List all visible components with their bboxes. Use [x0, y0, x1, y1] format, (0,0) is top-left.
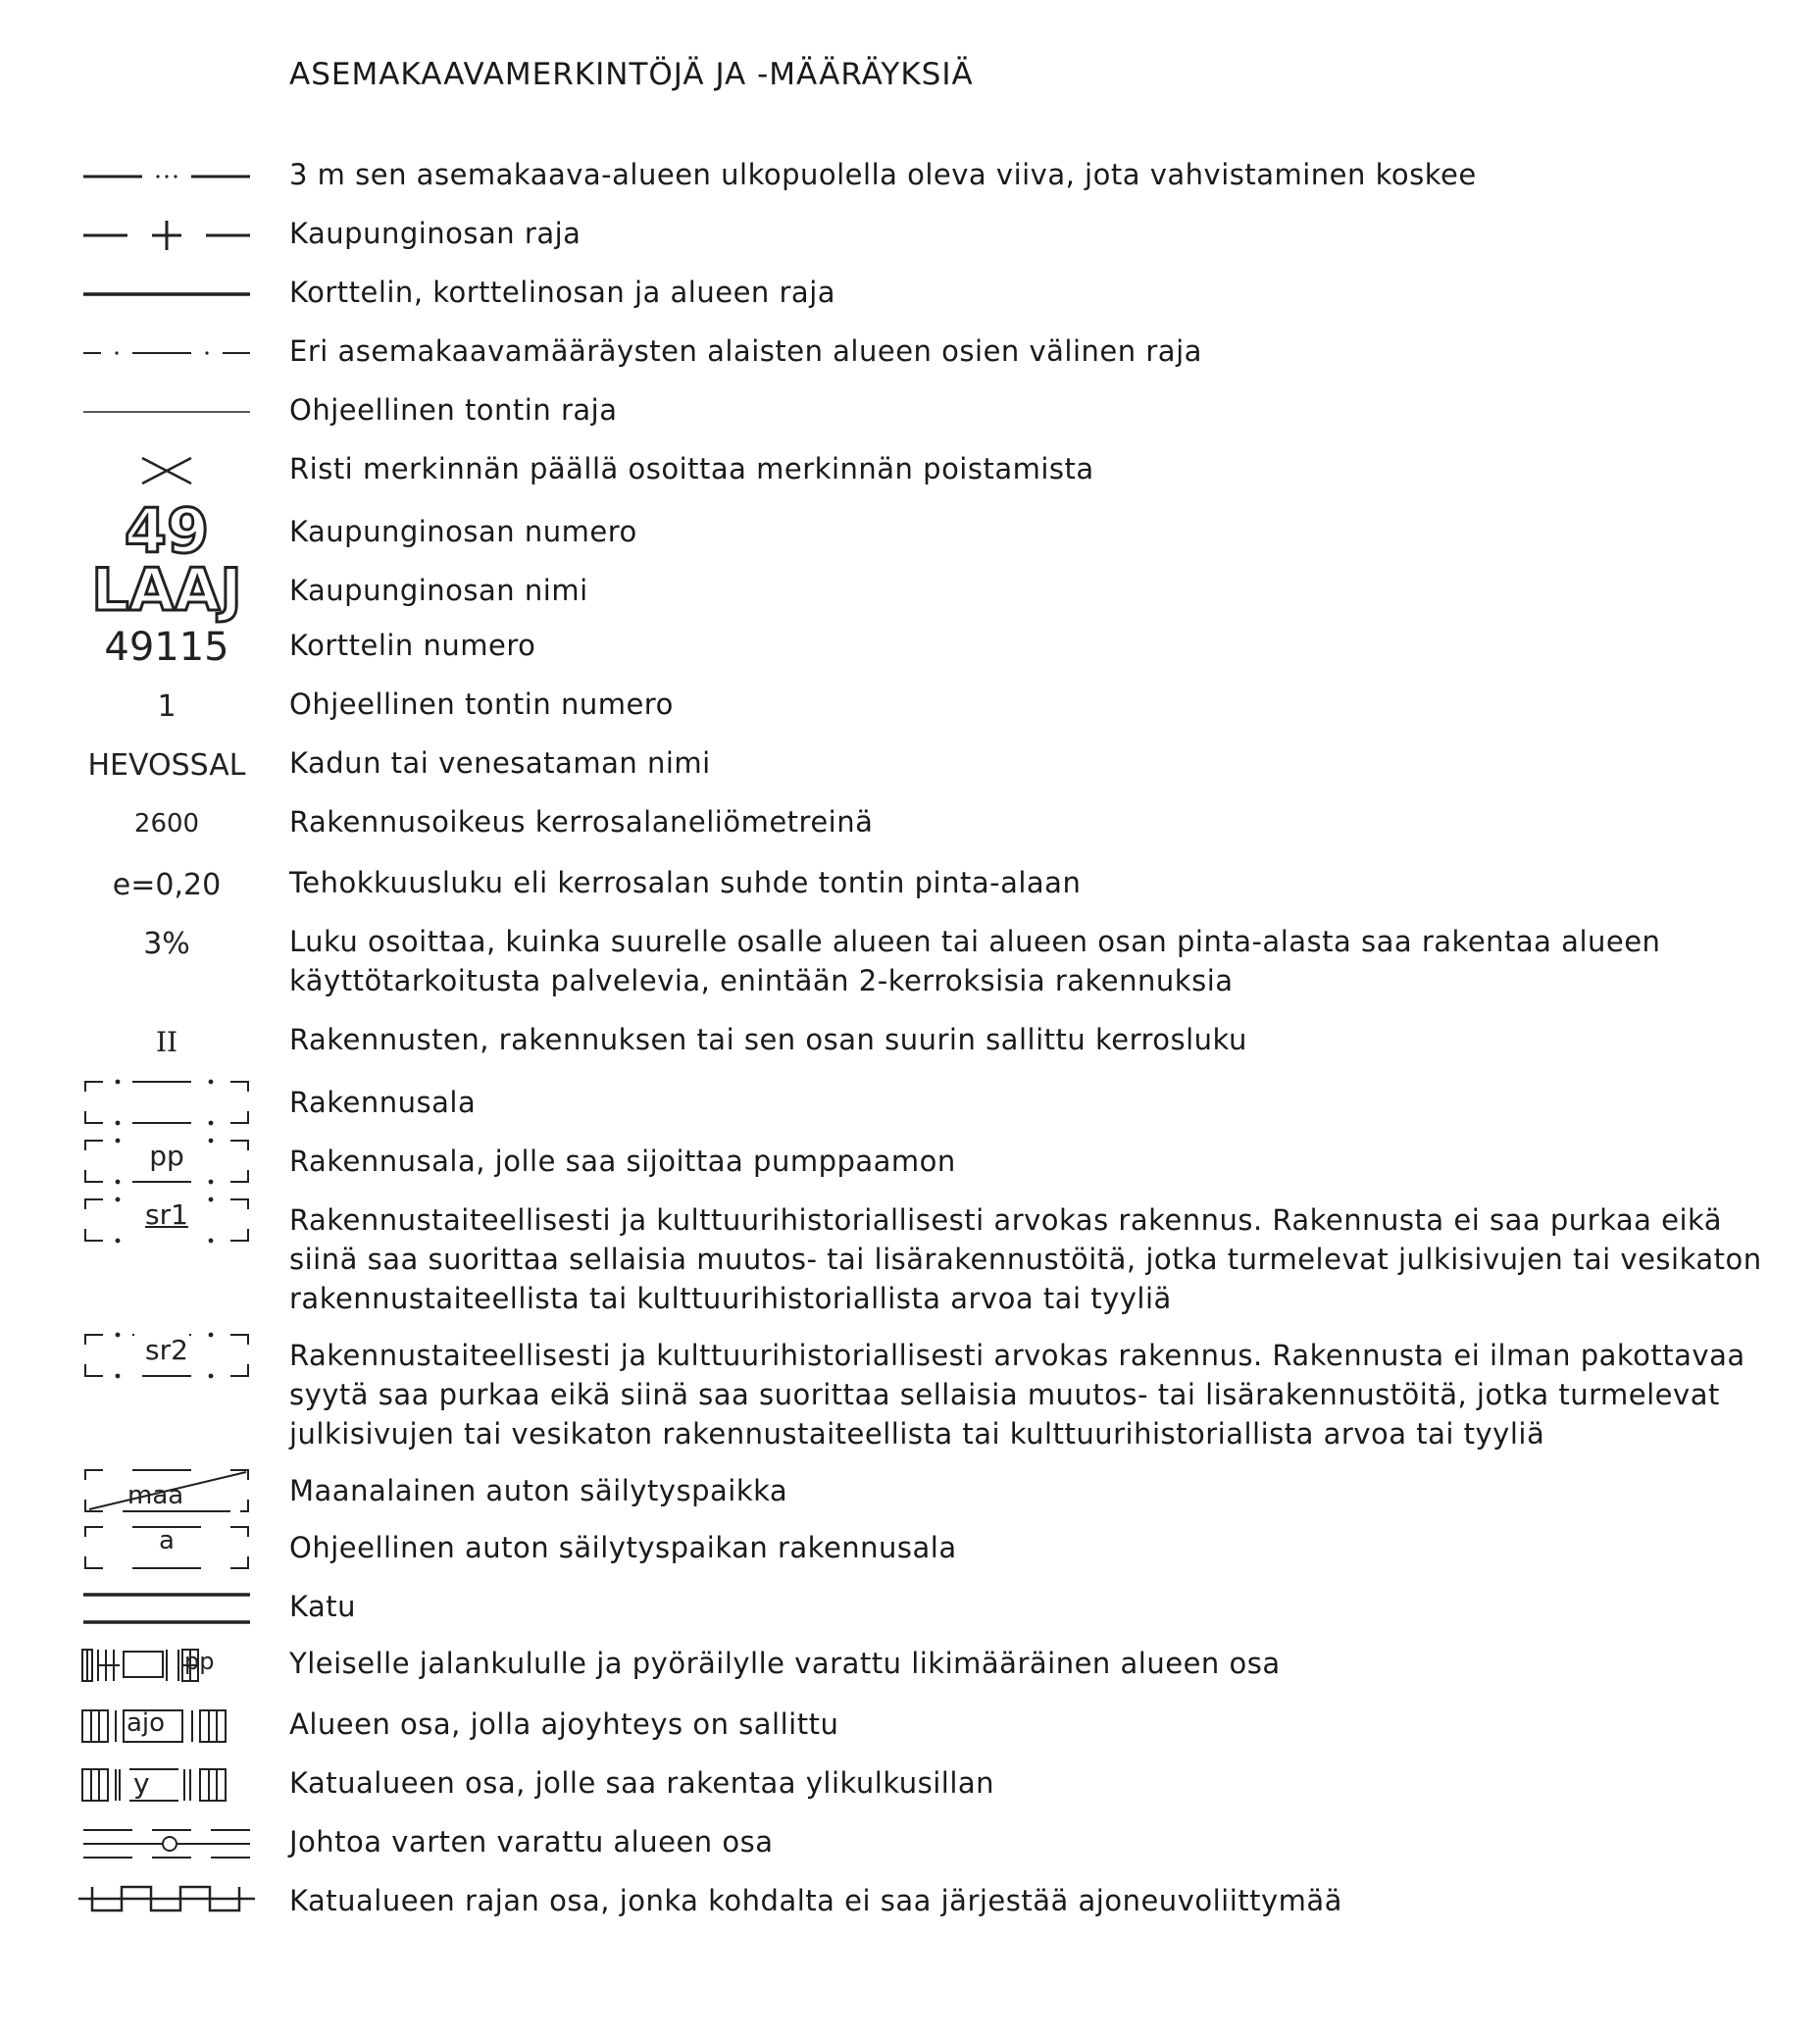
district-name-symbol: LAAJ	[91, 556, 242, 625]
floor-area-symbol: 2600	[133, 809, 200, 839]
legend-text: Rakennusala, jolle saa sijoittaa pumppaamon	[289, 1145, 956, 1178]
legend-text: Luku osoittaa, kuinka suurelle osalle alueen tai alueen osan pinta-alasta saa rakentaa alueen käyttötarkoitusta palvelevia, enintään 2-kerroksisia rakennuksia	[289, 925, 1661, 997]
line-dots-symbol	[69, 155, 265, 198]
legend-text: Korttelin numero	[289, 629, 536, 662]
driveway-zone-symbol: ajo	[69, 1705, 265, 1748]
legend-text: 3 m sen asemakaava-alueen ulkopuolella oleva viiva, jota vahvistaminen koskee	[289, 158, 1477, 191]
legend-text: Rakennustaiteellisesti ja kulttuurihistoriallisesti arvokas rakennus. Rakennusta ei saa purkaa eikä siinä saa suorittaa sellaisia muutos- tai lisärakennustöitä, jotka turmelevat julkisivujen tai vesikaton rakennustaiteellista tai kulttuurihistoriallista arvoa tai tyyliä	[289, 1203, 1762, 1315]
legend-text: Rakennusoikeus kerrosalaneliömetreinä	[289, 805, 874, 839]
overpass-zone-symbol: y	[69, 1763, 265, 1807]
legend-text: Korttelin, korttelinosan ja alueen raja	[289, 276, 836, 309]
legend-text: Katu	[289, 1590, 357, 1623]
pedestrian-zone-symbol: pp	[69, 1644, 265, 1687]
legend-text: Rakennusala	[289, 1086, 477, 1119]
legend-text: Kaupunginosan raja	[289, 217, 581, 250]
legend-text: Yleiselle jalankululle ja pyöräilylle varattu likimääräinen alueen osa	[289, 1647, 1281, 1680]
legend-text: Kadun tai venesataman nimi	[289, 746, 711, 780]
plot-number-symbol: 1	[157, 688, 177, 724]
legend-text: Risti merkinnän päällä osoittaa merkinnän poistamista	[289, 452, 1094, 485]
legend-text: Ohjeellinen tontin numero	[289, 687, 674, 721]
legend-text: Johtoa varten varattu alueen osa	[289, 1825, 774, 1859]
legend-text: Maanalainen auton säilytyspaikka	[289, 1474, 788, 1507]
district-number-symbol: 49	[124, 495, 210, 567]
efficiency-symbol: e=0,20	[112, 867, 222, 902]
legend-text: Ohjeellinen tontin raja	[289, 393, 618, 427]
street-symbol	[69, 1587, 265, 1630]
zone-border-symbol	[69, 331, 265, 375]
page-title: ASEMAKAAVAMERKINTÖJÄ JA -MÄÄRÄYKSIÄ	[289, 57, 974, 92]
pump-area-symbol: pp	[69, 1136, 265, 1187]
legend-text: Kaupunginosan numero	[289, 515, 637, 548]
legend-text: Alueen osa, jolla ajoyhteys on sallittu	[289, 1707, 839, 1741]
legend-text: Katualueen osa, jolle saa rakentaa ylikulkusillan	[289, 1766, 995, 1800]
legend-text: Ohjeellinen auton säilytyspaikan rakennusala	[289, 1531, 957, 1564]
legend-text: Katualueen rajan osa, jonka kohdalta ei saa järjestää ajoneuvoliittymää	[289, 1884, 1342, 1917]
legend-text: Rakennusten, rakennuksen tai sen osan suurin sallittu kerrosluku	[289, 1023, 1247, 1056]
legend-text: Rakennustaiteellisesti ja kulttuurihistoriallisesti arvokas rakennus. Rakennusta ei ilman pakottavaa syytä saa purkaa eikä siinä saa suorittaa sellaisia muutos- tai lisärakennustöitä, jotka turmelevat julkisivujen tai vesikaton rakennustaiteellista tai kulttuurihistoriallista arvoa tai tyyliä	[289, 1339, 1745, 1451]
legend-text: Kaupunginosan nimi	[289, 574, 588, 607]
protected-building-sr1-symbol: sr1	[69, 1195, 265, 1246]
percent-symbol: 3%	[143, 926, 190, 961]
parking-area-symbol: a	[69, 1522, 265, 1573]
legend-text: Eri asemakaavamääräysten alaisten alueen osien välinen raja	[289, 334, 1202, 368]
protected-building-sr2-symbol: sr2	[69, 1330, 265, 1381]
underground-parking-symbol: maa	[69, 1465, 265, 1516]
street-name-symbol: HEVOSSAL	[87, 747, 246, 783]
legend-text: Tehokkuusluku eli kerrosalan suhde tontin pinta-alaan	[289, 866, 1082, 899]
plot-border-symbol	[69, 390, 265, 433]
utility-line-symbol	[69, 1822, 265, 1865]
district-border-symbol	[69, 214, 265, 257]
floor-count-symbol: II	[155, 1025, 178, 1058]
building-area-symbol	[69, 1077, 265, 1128]
cross-removal-icon	[69, 449, 265, 492]
block-border-symbol	[69, 273, 265, 316]
no-access-border-symbol	[69, 1881, 265, 1924]
block-number-symbol: 49115	[104, 625, 229, 670]
